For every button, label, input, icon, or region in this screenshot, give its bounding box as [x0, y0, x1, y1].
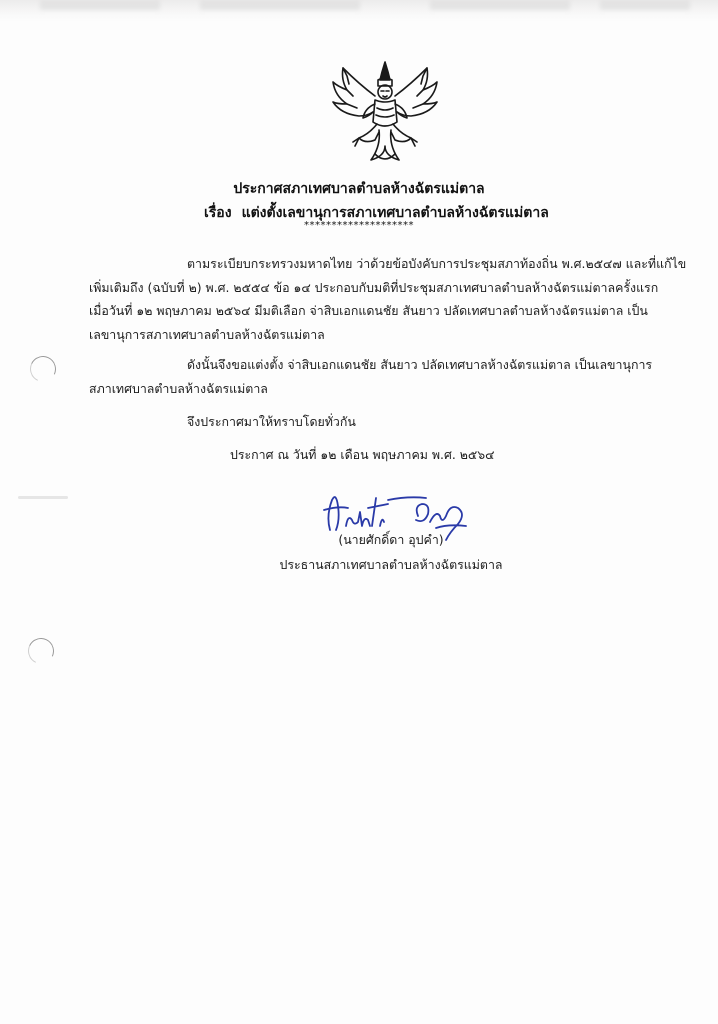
punch-hole-top	[26, 352, 59, 385]
paragraph-2	[89, 353, 681, 400]
paragraph-2-line: สภาเทศบาลตำบลห้างฉัตรแม่ตาล	[89, 380, 268, 396]
document-title: ประกาศสภาเทศบาลตำบลห้างฉัตรแม่ตาล	[233, 181, 485, 197]
scan-artifact	[18, 496, 68, 499]
announcement-line: จึงประกาศมาให้ทราบโดยทั่วกัน	[187, 414, 356, 429]
signer-name: (นายศักดิ์ดา อุปคำ)	[338, 532, 444, 547]
subject-label: เรื่อง	[204, 205, 232, 221]
paragraph-2-line: ดังนั้นจึงขอแต่งตั้ง จ่าสิบเอกแดนชัย สันยาว ปลัดเทศบาลห้างฉัตรแม่ตาล เป็นเลขานุการ	[187, 357, 653, 372]
garuda-emblem-icon	[329, 60, 441, 170]
punch-hole-bottom	[24, 634, 57, 667]
paragraph-1-line: เลขานุการสภาเทศบาลตำบลห้างฉัตรแม่ตาล	[89, 326, 325, 342]
signer-title: ประธานสภาเทศบาลตำบลห้างฉัตรแม่ตาล	[279, 557, 503, 572]
paragraph-1-line: เพิ่มเติมถึง (ฉบับที่ ๒) พ.ศ. ๒๕๕๔ ข้อ ๑๔ ประกอบกับมติที่ประชุมสภาเทศบาลตำบลห้างฉัตรแม่ตาลครั้งแรก	[89, 279, 659, 295]
paragraph-1-line: เมื่อวันที่ ๑๒ พฤษภาคม ๒๕๖๔ มีมติเลือก จ่าสิบเอกแดนชัย สันยาว ปลัดเทศบาลตำบลห้างฉัตรแม่ตาล เป็น	[89, 303, 648, 318]
scan-top-edge	[0, 0, 718, 22]
paragraph-1	[89, 252, 687, 346]
paragraph-3	[89, 410, 681, 434]
title-separator: ********************	[304, 220, 414, 231]
paragraph-1-line: ตามระเบียบกระทรวงมหาดไทย ว่าด้วยข้อบังคับการประชุมสภาท้องถิ่น พ.ศ.๒๕๔๗ และที่แก้ไข	[187, 256, 687, 271]
announcement-date: ประกาศ ณ วันที่ ๑๒ เดือน พฤษภาคม พ.ศ. ๒๕๖๔	[230, 447, 495, 462]
subject-text: แต่งตั้งเลขานุการสภาเทศบาลตำบลห้างฉัตรแม่ตาล	[241, 205, 549, 221]
